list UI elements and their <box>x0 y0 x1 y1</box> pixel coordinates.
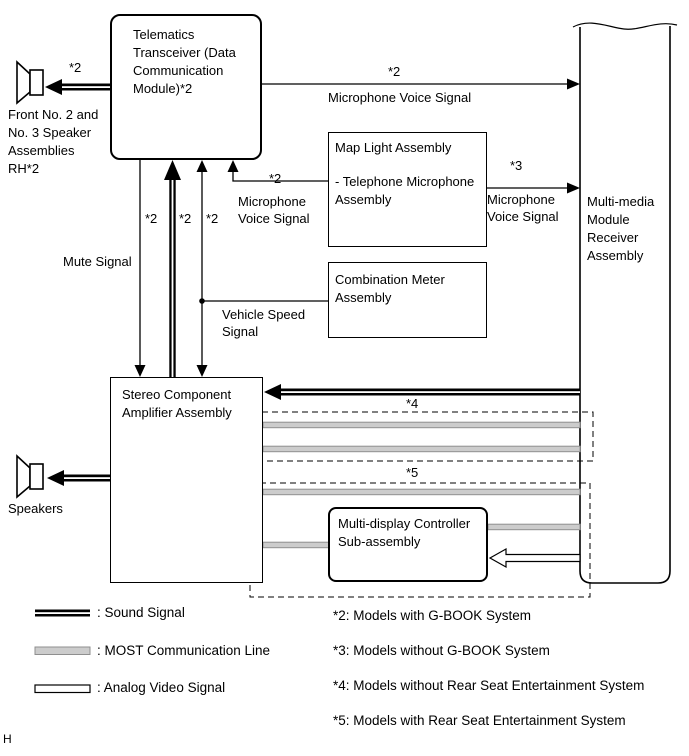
front-speakers-label: Front No. 2 and No. 3 Speaker Assemblies RH*2 <box>8 107 99 176</box>
telematics-transceiver-box <box>110 14 262 160</box>
note-star2: *2: Models with G-BOOK System <box>333 608 532 623</box>
multimedia-box-label: Multi-media Module Receiver Assembly <box>587 194 655 263</box>
ref-star2-mute: *2 <box>145 211 158 226</box>
legend-most-label: : MOST Communication Line <box>97 643 271 658</box>
box-label-line: Telematics <box>133 27 195 42</box>
multi-display-controller-box <box>328 507 488 582</box>
ref-star2-mic-top: *2 <box>388 64 401 79</box>
ref-star2-sound: *2 <box>179 211 192 226</box>
ref-star2-vehicle-speed: *2 <box>206 211 219 226</box>
sound-arrow-telematics-to-speaker <box>45 79 110 95</box>
box-label-line: Transceiver (Data <box>133 45 236 60</box>
mic-voice-left-label: Microphone Voice Signal <box>238 194 310 226</box>
box-label-line: Assembly <box>335 192 392 207</box>
map-light-assembly-box <box>328 132 487 247</box>
option-group-4-dashed-box <box>252 412 593 461</box>
box-title: Map Light Assembly <box>335 140 452 155</box>
legend-sound-label: : Sound Signal <box>97 605 185 620</box>
box-label-line: Assembly <box>335 290 392 305</box>
note-star3: *3: Models without G-BOOK System <box>333 643 550 658</box>
combination-meter-box <box>328 262 487 338</box>
ref-star5: *5 <box>406 465 419 480</box>
mic-voice-right-label: Microphone Voice Signal <box>487 192 559 224</box>
note-star4: *4: Models without Rear Seat Entertainment System <box>333 678 645 693</box>
ref-star2-speaker-arrow: *2 <box>69 60 82 75</box>
speaker-icon <box>17 456 43 497</box>
box-label-line: Combination Meter <box>335 272 445 287</box>
mic-voice-top-arrow <box>262 79 580 90</box>
box-label-line: Amplifier Assembly <box>122 405 232 420</box>
legend-analog-sample <box>35 685 90 693</box>
sound-arrow-amp-to-telematics <box>164 160 181 378</box>
multimedia-box-outline <box>573 23 677 583</box>
box-label-line: - Telephone Microphone <box>335 174 475 189</box>
stereo-amplifier-box <box>110 377 263 583</box>
speaker-icon <box>17 62 43 103</box>
mute-signal-label: Mute Signal <box>63 254 132 269</box>
box-label-line: Module)*2 <box>133 81 193 96</box>
box-label-line: Communication <box>133 63 224 78</box>
ref-star2-mic-left: *2 <box>269 171 282 186</box>
ref-star3-mic-right: *3 <box>510 158 523 173</box>
box-label-line: Stereo Component <box>122 387 232 402</box>
mic-voice-top-label: Microphone Voice Signal <box>328 90 472 105</box>
sound-arrow-mm-to-amp <box>264 384 580 400</box>
legend-most-sample <box>35 647 90 655</box>
ref-star4: *4 <box>406 396 419 411</box>
box-label-line: Multi-display Controller <box>338 516 471 531</box>
legend-sound-sample <box>35 610 90 617</box>
analog-video-arrow <box>490 549 580 567</box>
speakers-label: Speakers <box>8 501 63 516</box>
sound-arrow-amp-to-speakers <box>47 470 110 486</box>
junction-dot <box>199 298 205 304</box>
note-star5: *5: Models with Rear Seat Entertainment System <box>333 713 626 728</box>
vehicle-speed-label: Vehicle Speed Signal <box>222 307 306 339</box>
page-marker: H <box>3 732 12 746</box>
legend-analog-label: : Analog Video Signal <box>97 680 226 695</box>
mute-signal-line <box>135 160 146 377</box>
box-label-line: Sub-assembly <box>338 534 421 549</box>
